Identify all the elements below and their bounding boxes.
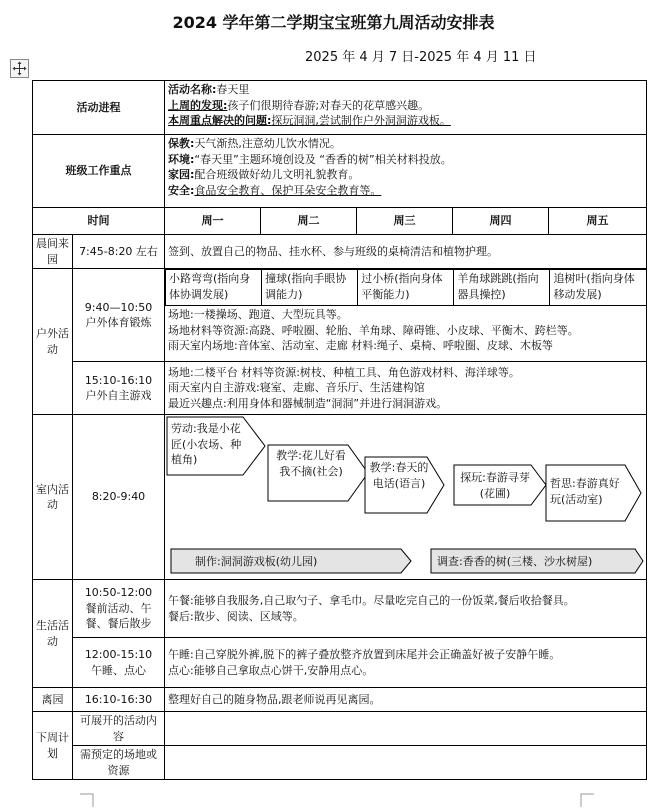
next-week-resources-label: 需预定的场地或资源 <box>73 746 165 780</box>
life-slot1-name: 餐前活动、午餐、餐后散步 <box>85 601 152 631</box>
arrival-content: 签到、放置自己的物品、挂水杯、参与班级的桌椅清洁和植物护理。 <box>165 235 647 269</box>
life-nap-content <box>165 638 647 688</box>
lunch-line: 午餐:能够自我服务,自己取勺子、拿毛巾。尽量吃完自己的一份饭菜,餐后收拾餐具。 <box>168 594 575 607</box>
material-line: 场地材料等资源:高跷、呼啦圈、轮胎、羊角球、障碍锥、小皮球、平衡木、跨栏等。 <box>168 323 579 337</box>
leave-time: 16:10-16:30 <box>73 688 165 712</box>
class-focus-content <box>165 135 647 208</box>
outdoor-free-slot <box>73 362 165 415</box>
indoor-label: 室内活动 <box>33 415 73 580</box>
outdoor-sport-name: 户外体育锻炼 <box>85 316 152 329</box>
time-header: 时间 <box>33 208 165 235</box>
next-week-label: 下周计划 <box>33 712 73 780</box>
outdoor-sport-time: 9:40—10:50 <box>84 300 153 314</box>
free-line: 雨天室内自主游戏:寝室、走廊、音乐厅、生活建构馆 <box>168 381 425 395</box>
leave-content: 整理好自己的随身物品,跟老师说再见离园。 <box>165 688 647 712</box>
care-value: 天气渐热,注意幼儿饮水情况。 <box>194 137 341 150</box>
env-label: 环境: <box>168 152 195 166</box>
progress-content <box>165 81 647 135</box>
daily-sport-thu: 羊角球跳跳(指向器具操控) <box>454 270 550 306</box>
flow-step-labor: 劳动:我是小花匠(小农场、种植角) <box>171 422 242 466</box>
outdoor-label: 户外活动 <box>33 269 73 415</box>
rain-line: 雨天室内场地:音体室、活动室、走廊 材料:绳子、桌椅、呼啦圈、皮球、木板等 <box>168 339 553 352</box>
arrival-label: 晨间来园 <box>33 235 73 269</box>
daily-sport-fri: 追树叶(指向身体移动发展) <box>550 270 646 306</box>
after-meal-line: 餐后:散步、阅读、区域等。 <box>168 609 304 623</box>
care-label: 保教: <box>168 137 195 150</box>
outdoor-sport-content <box>165 269 647 362</box>
daily-sport-wed: 过小桥(指向身体平衡能力) <box>358 270 454 306</box>
free-line: 场地:二楼平台 材料等资源:树枝、种植工具、角色游戏材料、海洋球等。 <box>168 365 520 379</box>
nap-line: 午睡:自己穿脱外裤,脱下的裤子叠放整齐放置到床尾并会正确盖好被子安静午睡。 <box>168 648 561 661</box>
flow-step-thinking: 哲思:春游真好玩(活动室) <box>550 477 620 506</box>
life-slot2-time: 12:00-15:10 <box>84 648 153 661</box>
schedule-table <box>32 80 647 780</box>
flow-make: 制作:洞洞游戏板(幼儿园) <box>195 555 318 568</box>
outdoor-free-content <box>165 362 647 415</box>
focus-label: 本周重点解决的问题: <box>168 114 272 127</box>
flow-step-explore: 探玩:春游寻芽(花圃) <box>460 471 530 500</box>
free-line: 最近兴趣点:利用身体和器械制造“洞洞”并进行洞洞游戏。 <box>168 396 448 410</box>
life-lunch-content <box>165 580 647 638</box>
outdoor-sport-slot <box>73 269 165 362</box>
life-slot1 <box>73 580 165 638</box>
page-corner-mark <box>580 793 594 807</box>
move-handle-icon[interactable] <box>10 59 29 78</box>
page-title: 2024 学年第二学期宝宝班第九周活动安排表 <box>172 13 495 32</box>
daily-sport-tue: 撞球(指向手眼协调能力) <box>262 270 358 306</box>
flow-step-language: 教学:春天的电话(语言) <box>369 461 429 490</box>
progress-label: 活动进程 <box>33 81 165 135</box>
theme-label: 活动名称: <box>168 83 217 96</box>
life-slot2 <box>73 638 165 688</box>
home-value: 配合班级做好幼儿文明礼貌教育。 <box>194 168 360 181</box>
next-week-resources-value[interactable] <box>165 746 647 780</box>
focus-value: 探玩洞洞,尝试制作户外洞洞游戏板。 <box>271 114 451 127</box>
next-week-activities-value[interactable] <box>165 712 647 746</box>
day-header-wed: 周三 <box>357 208 453 235</box>
site-line: 场地:一楼操场、跑道、大型玩具等。 <box>168 308 348 321</box>
theme-value: 春天里 <box>216 83 250 96</box>
indoor-flow <box>165 415 647 580</box>
indoor-time: 8:20-9:40 <box>73 415 165 580</box>
day-header-fri: 周五 <box>549 208 647 235</box>
safety-value: 食品安全教育、保护耳朵安全教育等。 <box>194 183 382 197</box>
home-label: 家园: <box>168 168 195 181</box>
outdoor-free-name: 户外自主游戏 <box>85 389 152 402</box>
day-header-thu: 周四 <box>453 208 549 235</box>
flow-step-social: 教学:花儿好看我不摘(社会) <box>276 449 346 478</box>
found-label: 上周的发现: <box>168 98 228 112</box>
page-corner-mark <box>80 793 94 807</box>
day-header-mon: 周一 <box>165 208 261 235</box>
snack-line: 点心:能够自己拿取点心饼干,安静用点心。 <box>168 663 374 677</box>
date-range: 2025 年 4 月 7 日-2025 年 4 月 11 日 <box>305 50 537 65</box>
life-label: 生活活动 <box>33 580 73 688</box>
next-week-activities-label: 可展开的活动内容 <box>73 712 165 746</box>
leave-label: 离园 <box>33 688 73 712</box>
safety-label: 安全: <box>168 183 195 197</box>
daily-sport-mon: 小路弯弯(指向身体协调发展) <box>166 270 262 306</box>
arrival-time: 7:45-8:20 左右 <box>73 235 165 269</box>
outdoor-free-time: 15:10-16:10 <box>84 373 153 387</box>
class-focus-label: 班级工作重点 <box>33 135 165 208</box>
day-header-tue: 周二 <box>261 208 357 235</box>
env-value: “春天里”主题环境创设及 “香香的树”相关材料投放。 <box>194 152 452 166</box>
life-slot1-time: 10:50-12:00 <box>84 586 153 600</box>
flow-survey: 调查:香香的树(三楼、沙水树屋) <box>437 555 593 568</box>
found-value: 孩子们很期待春游;对春天的花草感兴趣。 <box>227 98 430 112</box>
life-slot2-name: 午睡、点心 <box>91 663 146 677</box>
